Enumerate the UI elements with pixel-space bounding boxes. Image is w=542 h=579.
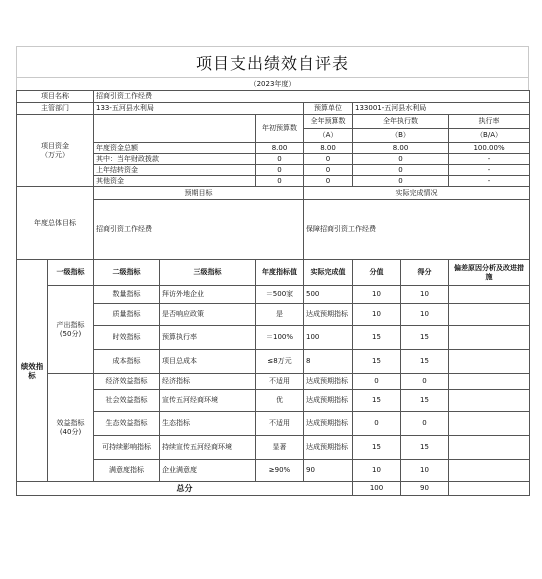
indicator-actual: 达成预期指标 bbox=[304, 304, 353, 326]
fund-row-full-budget: 0 bbox=[304, 165, 353, 176]
fund-row-rate: 100.00% bbox=[449, 143, 530, 154]
fund-row-annual: 0 bbox=[256, 176, 304, 187]
group-benefit: 效益指标 (40分) bbox=[48, 374, 94, 482]
indicator-l3: 持续宣传五河经商环境 bbox=[160, 436, 256, 460]
indicator-l2: 数量指标 bbox=[94, 286, 160, 304]
indicator-analysis bbox=[449, 390, 530, 412]
label-full-budget: 全年预算数 bbox=[304, 115, 353, 129]
label-col-a: （A） bbox=[304, 129, 353, 143]
year-caption: （2023年度） bbox=[16, 78, 529, 90]
indicator-score: 10 bbox=[353, 304, 401, 326]
total-got: 90 bbox=[401, 482, 449, 496]
fund-row-rate: - bbox=[449, 165, 530, 176]
fund-row-rate: - bbox=[449, 154, 530, 165]
label-project-name: 项目名称 bbox=[17, 91, 94, 103]
indicator-l2: 社会效益指标 bbox=[94, 390, 160, 412]
label-score: 分值 bbox=[353, 260, 401, 286]
indicator-l3: 宣传五河经商环境 bbox=[160, 390, 256, 412]
label-col-b: （B） bbox=[353, 129, 449, 143]
indicator-actual: 达成预期指标 bbox=[304, 412, 353, 436]
group-output: 产出指标 (50分) bbox=[48, 286, 94, 374]
indicator-got: 0 bbox=[401, 374, 449, 390]
indicator-actual: 100 bbox=[304, 326, 353, 350]
indicator-actual: 达成预期指标 bbox=[304, 436, 353, 460]
indicator-analysis bbox=[449, 460, 530, 482]
indicator-got: 15 bbox=[401, 390, 449, 412]
indicator-l3: 经济指标 bbox=[160, 374, 256, 390]
indicator-analysis bbox=[449, 286, 530, 304]
indicator-score: 0 bbox=[353, 412, 401, 436]
indicator-actual: 达成预期指标 bbox=[304, 390, 353, 412]
indicator-analysis bbox=[449, 304, 530, 326]
fund-row-full-budget: 0 bbox=[304, 154, 353, 165]
label-annual-value: 年度指标值 bbox=[256, 260, 304, 286]
indicator-got: 0 bbox=[401, 412, 449, 436]
fund-row-rate: - bbox=[449, 176, 530, 187]
label-total: 总分 bbox=[17, 482, 353, 496]
label-level2: 二级指标 bbox=[94, 260, 160, 286]
fund-head-blank bbox=[94, 115, 256, 143]
label-expected-goal: 预期目标 bbox=[94, 187, 304, 200]
total-score: 100 bbox=[353, 482, 401, 496]
indicator-target: ＝500家 bbox=[256, 286, 304, 304]
label-analysis: 偏差原因分析及改进措施 bbox=[449, 260, 530, 286]
fund-row-annual: 0 bbox=[256, 154, 304, 165]
indicator-l2: 质量指标 bbox=[94, 304, 160, 326]
label-col-ba: （B/A） bbox=[449, 129, 530, 143]
indicator-l3: 拜访外地企业 bbox=[160, 286, 256, 304]
indicator-analysis bbox=[449, 412, 530, 436]
indicator-target: 不适用 bbox=[256, 412, 304, 436]
indicator-got: 10 bbox=[401, 304, 449, 326]
indicator-l2: 经济效益指标 bbox=[94, 374, 160, 390]
fund-row-name: 其中：当年财政拨款 bbox=[94, 154, 256, 165]
label-actual-status: 实际完成情况 bbox=[304, 187, 530, 200]
indicator-score: 15 bbox=[353, 436, 401, 460]
indicator-score: 15 bbox=[353, 326, 401, 350]
total-analysis bbox=[449, 482, 530, 496]
label-got: 得分 bbox=[401, 260, 449, 286]
fund-row-name: 年度资金总额 bbox=[94, 143, 256, 154]
fund-row-name: 其他资金 bbox=[94, 176, 256, 187]
indicator-analysis bbox=[449, 436, 530, 460]
indicator-l2: 时效指标 bbox=[94, 326, 160, 350]
indicator-target: 优 bbox=[256, 390, 304, 412]
label-annual-budget: 年初预算数 bbox=[256, 115, 304, 143]
fund-row-full-exec: 8.00 bbox=[353, 143, 449, 154]
indicator-score: 0 bbox=[353, 374, 401, 390]
label-funds: 项目资金 （万元） bbox=[17, 115, 94, 187]
indicator-actual: 8 bbox=[304, 350, 353, 374]
fund-row-full-exec: 0 bbox=[353, 154, 449, 165]
indicator-l2: 满意度指标 bbox=[94, 460, 160, 482]
indicator-score: 15 bbox=[353, 350, 401, 374]
indicator-score: 10 bbox=[353, 286, 401, 304]
evaluation-table bbox=[16, 90, 530, 496]
indicator-target: ≥90% bbox=[256, 460, 304, 482]
indicator-actual: 90 bbox=[304, 460, 353, 482]
indicator-l3: 企业满意度 bbox=[160, 460, 256, 482]
indicator-score: 15 bbox=[353, 390, 401, 412]
label-department: 主管部门 bbox=[17, 103, 94, 115]
department-value: 133-五河县水利局 bbox=[94, 103, 304, 115]
fund-row-full-exec: 0 bbox=[353, 165, 449, 176]
indicator-got: 15 bbox=[401, 350, 449, 374]
indicator-target: 是 bbox=[256, 304, 304, 326]
indicator-got: 10 bbox=[401, 460, 449, 482]
indicator-l3: 生态指标 bbox=[160, 412, 256, 436]
indicator-analysis bbox=[449, 374, 530, 390]
evaluation-sheet bbox=[16, 46, 529, 496]
title-box bbox=[16, 46, 529, 78]
budget-unit-value: 133001-五河县水利局 bbox=[353, 103, 530, 115]
actual-status-text: 保障招商引资工作经费 bbox=[304, 200, 530, 260]
indicator-score: 10 bbox=[353, 460, 401, 482]
fund-row-name: 上年结转资金 bbox=[94, 165, 256, 176]
indicator-l3: 是否响应政策 bbox=[160, 304, 256, 326]
fund-row-full-exec: 0 bbox=[353, 176, 449, 187]
fund-row-full-budget: 8.00 bbox=[304, 143, 353, 154]
indicator-analysis bbox=[449, 326, 530, 350]
label-exec-rate: 执行率 bbox=[449, 115, 530, 129]
fund-row-full-budget: 0 bbox=[304, 176, 353, 187]
indicator-l2: 成本指标 bbox=[94, 350, 160, 374]
label-actual-value: 实际完成值 bbox=[304, 260, 353, 286]
indicator-actual: 达成预期指标 bbox=[304, 374, 353, 390]
indicator-actual: 500 bbox=[304, 286, 353, 304]
indicator-got: 10 bbox=[401, 286, 449, 304]
expected-goal-text: 招商引资工作经费 bbox=[94, 200, 304, 260]
fund-row-annual: 0 bbox=[256, 165, 304, 176]
indicator-target: 不适用 bbox=[256, 374, 304, 390]
indicator-l2: 可持续影响指标 bbox=[94, 436, 160, 460]
indicator-got: 15 bbox=[401, 326, 449, 350]
indicator-l3: 项目总成本 bbox=[160, 350, 256, 374]
label-full-exec: 全年执行数 bbox=[353, 115, 449, 129]
fund-row-annual: 8.00 bbox=[256, 143, 304, 154]
indicator-l3: 预算执行率 bbox=[160, 326, 256, 350]
project-name-value: 招商引资工作经费 bbox=[94, 91, 530, 103]
page-title: 项目支出绩效自评表 bbox=[195, 53, 349, 73]
indicator-target: 显著 bbox=[256, 436, 304, 460]
label-level1: 一级指标 bbox=[48, 260, 94, 286]
label-level3: 三级指标 bbox=[160, 260, 256, 286]
indicator-target: ＝100% bbox=[256, 326, 304, 350]
indicator-l2: 生态效益指标 bbox=[94, 412, 160, 436]
indicator-target: ≤8万元 bbox=[256, 350, 304, 374]
label-perf-indicators: 绩效指标 bbox=[17, 260, 48, 482]
indicator-got: 15 bbox=[401, 436, 449, 460]
label-annual-goal: 年度总体目标 bbox=[17, 187, 94, 260]
label-budget-unit: 预算单位 bbox=[304, 103, 353, 115]
indicator-analysis bbox=[449, 350, 530, 374]
